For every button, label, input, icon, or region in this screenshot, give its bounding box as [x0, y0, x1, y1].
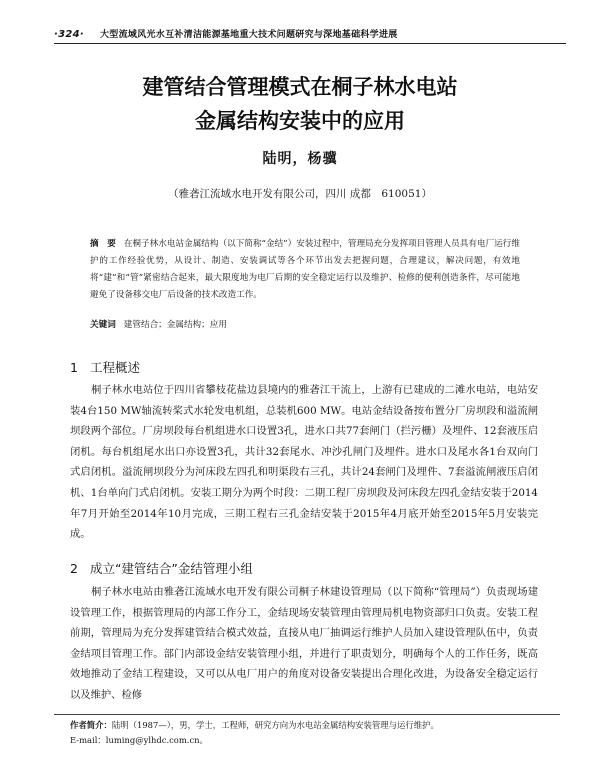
affiliation: （雅砻江流域水电开发有限公司，四川 成都 610051）: [168, 188, 432, 200]
author-email: E-mail：luming@ylhdc.com.cn。: [70, 735, 208, 745]
article-title-line-2: 金属结构安装中的应用: [195, 109, 405, 133]
footnote-divider: [54, 714, 560, 715]
abstract-text: 在桐子林水电站金属结构（以下简称“金结”）安装过程中，管理局充分发挥项目管理人员具有电厂运行维护的工作经验优势，从设计、制造、安装调试等各个环节出发去把握问题，合理建议，解决问题，有效地将“建”和“管”紧密结合起来，最大限度地为电厂后期的安全稳定运行以及维护、检修的便利创造条件，尽可能地避免了设备移交电厂后设备的技术改造工作。: [90, 239, 520, 300]
keywords: [90, 317, 520, 334]
running-header: [54, 20, 566, 44]
author-footnote: [70, 718, 550, 748]
abstract: [90, 236, 520, 304]
page-number: ·324·: [54, 29, 84, 40]
article-title-line-1: 建管结合管理模式在桐子林水电站: [142, 75, 458, 99]
section-heading-1: [70, 358, 140, 376]
keywords-text: 建管结合；金属结构；应用: [123, 320, 227, 330]
author-bio-text: 陆明（1987—），男，学士，工程师，研究方向为水电站金属结构安装管理与运行维护。: [111, 720, 439, 730]
author-bio-label: 作者简介：: [70, 720, 112, 730]
journal-title: 大型流域风光水互补清洁能源基地重大技术问题研究与深地基础科学进展: [99, 30, 398, 40]
section-number: 2: [70, 561, 78, 576]
section-2-paragraph: 桐子林水电站由雅砻江流域水电开发有限公司桐子林建设管理局（以下简称“管理局”）负责现场建设管理工作，根据管理局的内部工作分工，金结现场安装管理由管理局机电物资部归口负责。安装工程前期，管理局为充分发挥建管结合模式效益，直接从电厂抽调运行维护人员加入建设管理队伍中，负责金结项目管理工作。部门内部设金结安装管理小组，并进行了职责划分，明确每个人的工作任务，既高效地推动了金结工程建设，又可以从电厂用户的角度对设备安装提出合理化改进，为设备安全稳定运行以及维护、检修: [70, 586, 538, 701]
section-1-paragraph: 桐子林水电站位于四川省攀枝花盐边县境内的雅砻江干流上，上游有已建成的二滩水电站，电站安装4台150 MW轴流转桨式水轮发电机组，总装机600 MW。电站金结设备按布置分厂房坝段和溢流闸坝段两个部位。厂房坝段每台机组进水口设置3孔，进水口共77套闸门（拦污栅）及埋件、12套液压启闭机。每台机组尾水出口亦设置3孔，共计32套尾水、冲沙孔闸门及埋件。进水口及尾水各1台双向门式启闭机。溢流闸坝段分为河床段左四孔和明渠段右三孔，共计24套闸门及埋件、7套溢流闸液压启闭机、1台单向门式启闭机。安装工期分为两个时段：二期工程厂房坝段及河床段左四孔金结安装于2014年7月开始至2014年10月完成，三期工程右三孔金结安装于2015年4月底开始至2015年5月安装完成。: [70, 384, 538, 541]
abstract-label: 摘 要: [90, 239, 116, 249]
section-number: 1: [70, 360, 78, 375]
section-title: 成立“建管结合”金结管理小组: [89, 561, 253, 576]
author-bio: [70, 718, 550, 733]
keywords-label: 关键词: [90, 320, 116, 330]
section-heading-2: [70, 559, 253, 577]
section-title: 工程概述: [89, 360, 140, 375]
authors: 陆明，杨骥: [262, 151, 338, 167]
